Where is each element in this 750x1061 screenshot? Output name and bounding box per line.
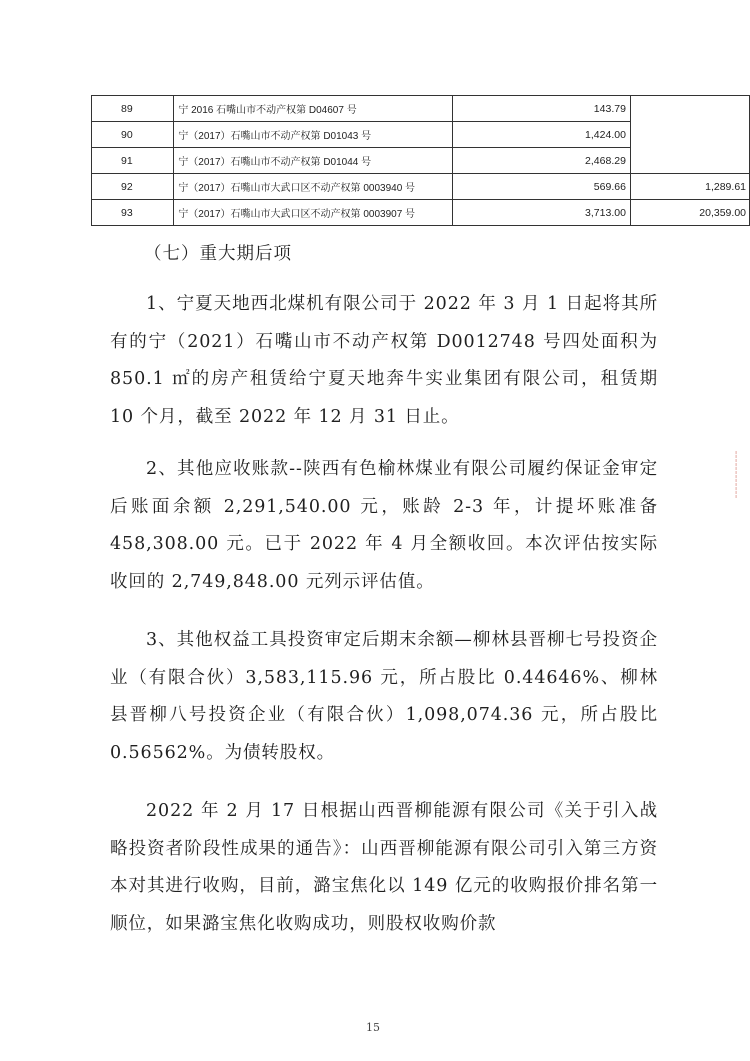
property-table bbox=[91, 95, 750, 226]
paragraph-receivable bbox=[110, 451, 658, 601]
area-value: 1,424.00 bbox=[452, 122, 630, 148]
table-row bbox=[92, 200, 750, 226]
seal-edge-mark: ┆ ┆ ┆ ┆ bbox=[733, 452, 740, 499]
value-cell: 1,289.61 bbox=[630, 174, 749, 200]
certificate-number: 宁（2017）石嘴山市大武口区不动产权第 0003907 号 bbox=[174, 200, 452, 226]
paragraph-text: 3、其他权益工具投资审定后期末余额—柳林县晋柳七号投资企业（有限合伙）3,583,115.96 元，所占股比 0.44646%、柳林县晋柳八号投资企业（有限合伙）1,098,074.36 元，所占股比 0.56562%。为债转股权。 bbox=[110, 630, 658, 763]
certificate-number: 宁（2017）石嘴山市不动产权第 D01043 号 bbox=[174, 122, 452, 148]
paragraph-acquisition bbox=[110, 793, 658, 943]
row-number: 91 bbox=[92, 148, 174, 174]
page-number: 15 bbox=[366, 1021, 380, 1034]
certificate-number: 宁（2017）石嘴山市不动产权第 D01044 号 bbox=[174, 148, 452, 174]
area-value: 3,713.00 bbox=[452, 200, 630, 226]
paragraph-text: 2022 年 2 月 17 日根据山西晋柳能源有限公司《关于引入战略投资者阶段性成果的通告》：山西晋柳能源有限公司引入第三方资本对其进行收购，目前，潞宝焦化以 149 亿元的收购报价排名第一顺位，如果潞宝焦化收购成功，则股权收购价款 bbox=[110, 801, 658, 934]
value-cell bbox=[630, 96, 749, 122]
certificate-number: 宁 2016 石嘴山市不动产权第 D04607 号 bbox=[174, 96, 452, 122]
table-row bbox=[92, 174, 750, 200]
table-row bbox=[92, 122, 750, 148]
paragraph-equity-investment bbox=[110, 622, 658, 772]
table-row bbox=[92, 96, 750, 122]
paragraph-lease bbox=[110, 286, 658, 436]
row-number: 89 bbox=[92, 96, 174, 122]
row-number: 90 bbox=[92, 122, 174, 148]
section-heading: （七）重大期后项 bbox=[144, 244, 292, 264]
area-value: 143.79 bbox=[452, 96, 630, 122]
area-value: 569.66 bbox=[452, 174, 630, 200]
value-cell bbox=[630, 122, 749, 148]
value-cell: 20,359.00 bbox=[630, 200, 749, 226]
table-row bbox=[92, 148, 750, 174]
area-value: 2,468.29 bbox=[452, 148, 630, 174]
paragraph-text: 2、其他应收账款--陕西有色榆林煤业有限公司履约保证金审定后账面余额 2,291,540.00 元，账龄 2-3 年，计提坏账准备 458,308.00 元。已于 2022 年 4 月全额收回。本次评估按实际收回的 2,749,848.00 元列示评估值。 bbox=[110, 459, 658, 592]
row-number: 92 bbox=[92, 174, 174, 200]
paragraph-text: 1、宁夏天地西北煤机有限公司于 2022 年 3 月 1 日起将其所有的宁（2021）石嘴山市不动产权第 D0012748 号四处面积为 850.1 ㎡的房产租赁给宁夏天地奔牛实业集团有限公司，租赁期 10 个月，截至 2022 年 12 月 31 日止。 bbox=[110, 294, 658, 427]
row-number: 93 bbox=[92, 200, 174, 226]
value-cell bbox=[630, 148, 749, 174]
certificate-number: 宁（2017）石嘴山市大武口区不动产权第 0003940 号 bbox=[174, 174, 452, 200]
